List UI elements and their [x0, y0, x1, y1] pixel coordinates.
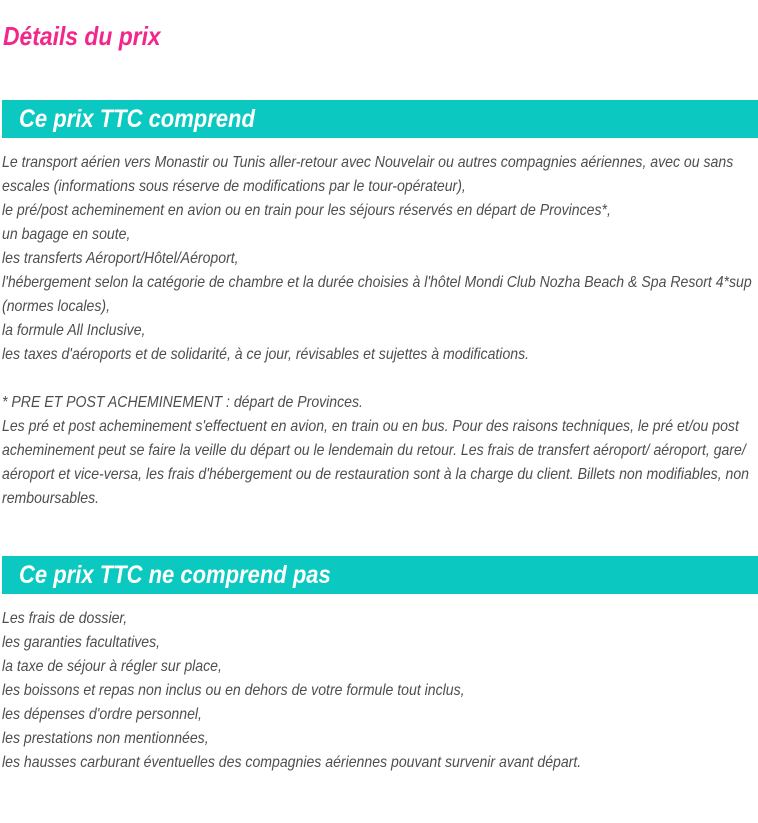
text-line-content: acheminement peut se faire la veille du départ ou le lendemain du retour. Les frais de transfert aéroport/ aéroport, gare/ [2, 442, 746, 459]
text-line-content: les boissons et repas non inclus ou en dehors de votre formule tout inclus, [2, 682, 465, 699]
text-line-content: les dépenses d'ordre personnel, [2, 706, 202, 723]
text-line-content: * PRE ET POST ACHEMINEMENT : départ de Provinces. [2, 394, 363, 411]
text-line [2, 655, 758, 679]
text-line-content: un bagage en soute, [2, 226, 131, 243]
section-heading-not-included [19, 561, 373, 590]
text-line [2, 439, 758, 463]
text-line-content: l'hébergement selon la catégorie de chambre et la durée choisies à l'hôtel Mondi Club Nozha Beach & Spa Resort 4*sup [2, 274, 752, 291]
text-line [2, 487, 758, 511]
included-items-text [0, 138, 758, 511]
text-line-content [2, 367, 6, 391]
text-line-content: Les pré et post acheminement s'effectuent en avion, en train ou en bus. Pour des raisons techniques, le pré et/ou post [2, 418, 739, 435]
text-line-content: les garanties facultatives, [2, 634, 161, 651]
text-line-content: aéroport et vice-versa, les frais d'hébergement ou de restauration sont à la charge du client. Billets non modifiables, non [2, 466, 750, 483]
text-line [2, 223, 758, 247]
text-line [2, 247, 758, 271]
text-line-content: remboursables. [2, 490, 100, 507]
text-line [2, 295, 758, 319]
text-line [2, 727, 758, 751]
text-line-content: Le transport aérien vers Monastir ou Tunis aller-retour avec Nouvelair ou autres compagnies aériennes, avec ou sans [2, 154, 734, 171]
text-line [2, 391, 758, 415]
text-line [2, 367, 758, 391]
text-line [2, 199, 758, 223]
text-line-content: les hausses carburant éventuelles des compagnies aériennes pouvant survenir avant départ. [2, 754, 582, 771]
text-line [2, 631, 758, 655]
text-line-content: Les frais de dossier, [2, 610, 128, 627]
section-heading-not-included-text: Ce prix TTC ne comprend pas [19, 560, 331, 589]
text-line-content: le pré/post acheminement en avion ou en train pour les séjours réservés en départ de Provinces*, [2, 202, 611, 219]
page-title-text: Détails du prix [3, 21, 161, 51]
section-banner-included [2, 100, 758, 138]
text-line-content: (normes locales), [2, 298, 110, 315]
text-line [2, 679, 758, 703]
text-line-content: escales (informations sous réserve de modifications par le tour-opérateur), [2, 178, 466, 195]
page-title [3, 21, 758, 51]
text-line [2, 751, 758, 775]
text-line [2, 415, 758, 439]
text-line [2, 151, 758, 175]
not-included-items-text [0, 594, 758, 775]
text-line-content: les taxes d'aéroports et de solidarité, à ce jour, révisables et sujettes à modifications. [2, 346, 530, 363]
section-heading-included-text: Ce prix TTC comprend [19, 104, 255, 133]
text-line-content: les transferts Aéroport/Hôtel/Aéroport, [2, 250, 239, 267]
text-line [2, 607, 758, 631]
text-line-content: la taxe de séjour à régler sur place, [2, 658, 222, 675]
text-line [2, 319, 758, 343]
text-line [2, 175, 758, 199]
text-line [2, 343, 758, 367]
text-line-content: les prestations non mentionnées, [2, 730, 209, 747]
section-heading-included [19, 105, 287, 134]
text-line-content: la formule All Inclusive, [2, 322, 146, 339]
text-line [2, 271, 758, 295]
text-line [2, 703, 758, 727]
section-banner-not-included [2, 556, 758, 594]
text-line [2, 463, 758, 487]
